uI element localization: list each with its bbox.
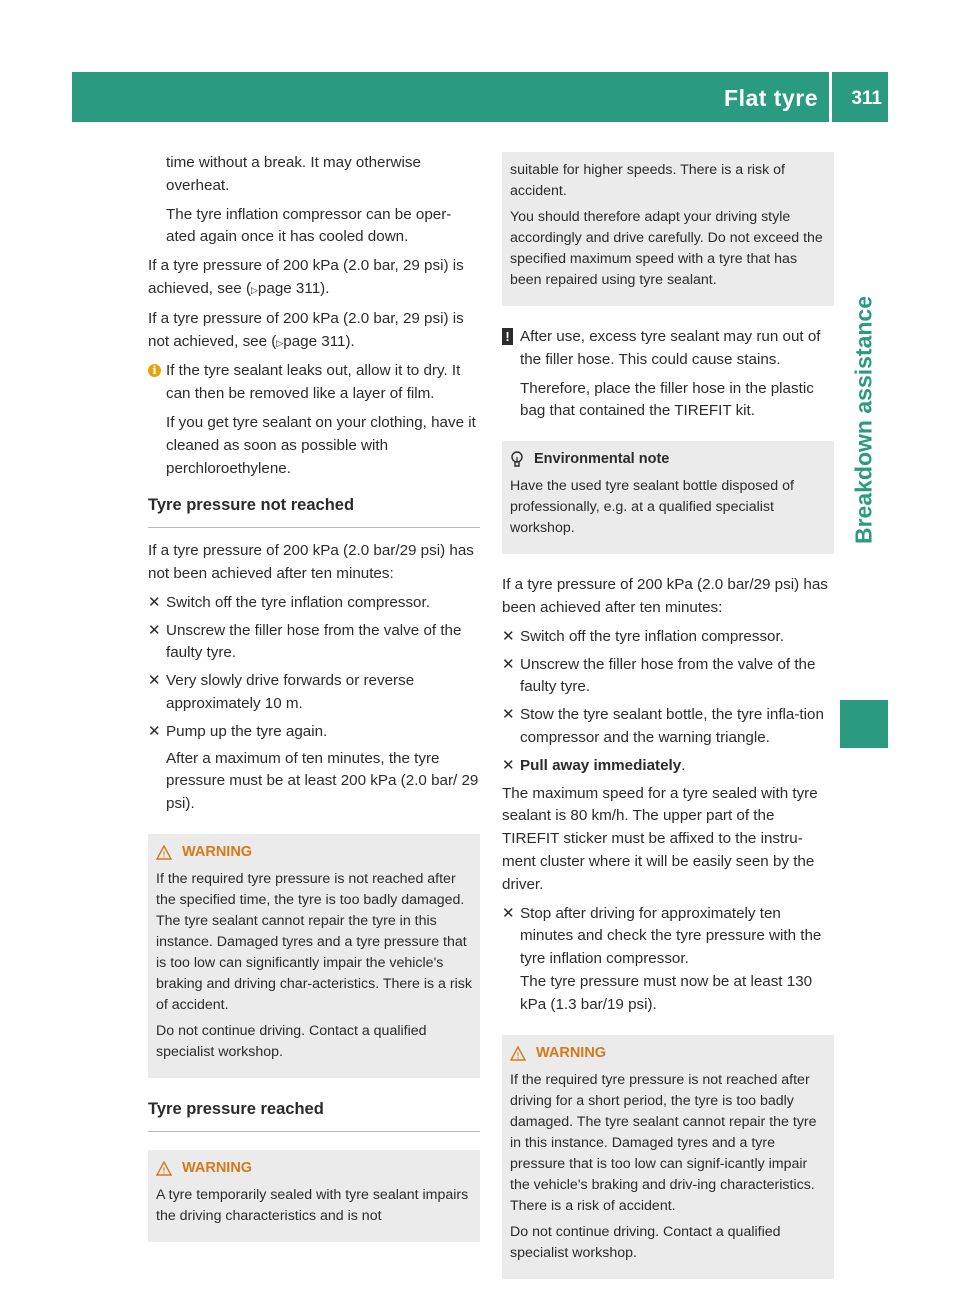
step-marker-icon: ✕ bbox=[502, 706, 515, 724]
instruction-step: ✕ Stow the tyre sealant bottle, the tyre infla-tion compressor and the warning triangle. bbox=[502, 706, 824, 746]
step-marker-icon: ✕ bbox=[502, 756, 515, 774]
info-note bbox=[148, 360, 480, 480]
environmental-note-text: Have the used tyre sealant bottle disposed of professionally, e.g. at a qualified specialist workshop. bbox=[510, 478, 794, 537]
instruction-step: ✕ Unscrew the filler hose from the valve of the faulty tyre. bbox=[502, 655, 816, 696]
warning-text: suitable for higher speeds. There is a risk of accident. bbox=[510, 162, 785, 199]
instruction-step: ✕ Switch off the tyre inflation compressor. bbox=[502, 626, 834, 649]
step-marker-icon: ✕ bbox=[502, 655, 515, 673]
warning-triangle-icon bbox=[156, 1161, 172, 1176]
instruction-step: ✕ Stop after driving for approximately ten minutes and check the tyre pressure with the tyre inflation compressor. The tyre pressure must now be at least 130 kPa (1.3 bar/19 psi). bbox=[502, 903, 834, 1017]
section-heading: Tyre pressure not reached bbox=[148, 494, 480, 528]
step-marker-icon: ✕ bbox=[148, 722, 161, 740]
warning-triangle-icon bbox=[156, 845, 172, 860]
paragraph: If a tyre pressure of 200 kPa (2.0 bar/29 psi) has not been achieved after ten minutes: bbox=[148, 542, 474, 582]
chapter-label: Breakdown assistance bbox=[850, 295, 877, 545]
instruction-step: ✕ Pull away immediately. bbox=[502, 755, 834, 778]
caution-text: After use, excess tyre sealant may run out of the filler hose. This could cause stains. bbox=[520, 328, 821, 368]
warning-text: Do not continue driving. Contact a qualified specialist workshop. bbox=[510, 1223, 781, 1261]
header-divider bbox=[829, 72, 832, 122]
warning-text: A tyre temporarily sealed with tyre sealant impairs the driving characteristics and is not bbox=[156, 1186, 469, 1224]
instruction-step: ✕ Very slowly drive forwards or reverse approximately 10 m. bbox=[148, 672, 415, 712]
instruction-step: ✕ Unscrew the filler hose from the valve of the faulty tyre. bbox=[148, 621, 462, 662]
lightbulb-icon bbox=[510, 451, 524, 469]
caution-text: Therefore, place the filler hose in the plastic bag that contained the TIREFIT kit. bbox=[520, 379, 814, 420]
page-reference-link[interactable]: page 311 bbox=[283, 332, 346, 350]
page-number: 311 bbox=[851, 88, 882, 109]
section-title: Flat tyre bbox=[724, 85, 818, 111]
warning-box bbox=[148, 834, 480, 1078]
svg-text:!: ! bbox=[162, 1166, 166, 1176]
warning-box-continued bbox=[502, 152, 834, 306]
page-ref-arrow-icon: ▷ bbox=[251, 284, 258, 295]
warning-text: If the required tyre pressure is not reached after driving for a short period, the tyre is too badly damaged. The tyre sealant cannot repair the tyre in this instance. Damaged tyres and a tyre pressure that is too low can signif-icantly impair the vehicle's braking and driv-ing characteristics. There is a risk of accident. bbox=[510, 1071, 817, 1214]
paragraph-achieved: If a tyre pressure of 200 kPa (2.0 bar, 29 psi) is achieved, see (▷page 311). bbox=[148, 257, 464, 297]
step-result: The tyre pressure must now be at least 130 kPa (1.3 bar/19 psi). bbox=[520, 972, 813, 1013]
instruction-step: ✕ Pump up the tyre again. After a maximum of ten minutes, the tyre pressure must be at least 200 kPa (2.0 bar/ 29 psi). bbox=[148, 721, 480, 816]
warning-text: Do not continue driving. Contact a qualified specialist workshop. bbox=[156, 1022, 427, 1060]
environmental-note-box bbox=[502, 441, 834, 554]
continued-text: time without a break. It may otherwise overheat. bbox=[166, 154, 421, 194]
paragraph: If a tyre pressure of 200 kPa (2.0 bar/29 psi) has been achieved after ten minutes: bbox=[502, 576, 828, 616]
page-reference-link[interactable]: page 311 bbox=[257, 279, 321, 297]
page-ref-arrow-icon: ▷ bbox=[276, 337, 284, 348]
warning-title: WARNING bbox=[536, 1044, 607, 1061]
section-heading: Tyre pressure reached bbox=[148, 1098, 480, 1132]
step-marker-icon: ✕ bbox=[148, 672, 161, 690]
step-marker-icon: ✕ bbox=[148, 621, 161, 639]
warning-title: WARNING bbox=[182, 843, 253, 860]
right-column bbox=[502, 152, 834, 1299]
environmental-note-title: Environmental note bbox=[534, 451, 670, 468]
page-header bbox=[72, 72, 888, 122]
instruction-step: ✕ Switch off the tyre inflation compressor. bbox=[148, 592, 480, 615]
svg-text:!: ! bbox=[516, 1051, 520, 1061]
info-icon: i bbox=[148, 360, 167, 383]
step-marker-icon: ✕ bbox=[148, 593, 161, 611]
caution-icon: ! bbox=[502, 328, 513, 345]
svg-text:!: ! bbox=[162, 850, 166, 860]
chapter-marker-block bbox=[840, 700, 888, 748]
warning-text: If the required tyre pressure is not reached after the specified time, the tyre is too badly damaged. The tyre sealant cannot repair the tyre in this instance. Damaged tyres and a tyre pressure that is too low can significantly impair the vehicle's braking and driving char-acteristics. There is a risk of accident. bbox=[156, 870, 472, 1013]
caution-note bbox=[502, 326, 834, 423]
paragraph: The maximum speed for a tyre sealed with tyre sealant is 80 km/h. The upper part of the TIREFIT sticker must be affixed to the instru-ment cluster where it will be easily seen by the driver. bbox=[502, 784, 818, 893]
step-marker-icon: ✕ bbox=[502, 904, 515, 922]
warning-triangle-icon bbox=[510, 1046, 526, 1061]
step-result: After a maximum of ten minutes, the tyre pressure must be at least 200 kPa (2.0 bar/ 29 psi). bbox=[166, 749, 479, 813]
warning-text: You should therefore adapt your driving style accordingly and drive carefully. Do not exceed the specified maximum speed with a tyre that has been repaired using tyre sealant. bbox=[510, 209, 823, 288]
warning-box bbox=[148, 1150, 480, 1242]
info-text: If the tyre sealant leaks out, allow it to dry. It can then be removed like a layer of film. bbox=[166, 362, 461, 403]
step-marker-icon: ✕ bbox=[502, 627, 515, 645]
chapter-side-tab bbox=[840, 140, 888, 700]
warning-title: WARNING bbox=[182, 1159, 253, 1176]
info-text: If you get tyre sealant on your clothing, have it cleaned as soon as possible with perchloroethylene. bbox=[166, 413, 476, 477]
left-column bbox=[148, 152, 480, 1262]
warning-box bbox=[502, 1035, 834, 1279]
paragraph-not-achieved: If a tyre pressure of 200 kPa (2.0 bar, 29 psi) is not achieved, see (▷page 311). bbox=[148, 309, 464, 350]
continued-text: The tyre inflation compressor can be oper-ated again once it has cooled down. bbox=[166, 205, 452, 246]
